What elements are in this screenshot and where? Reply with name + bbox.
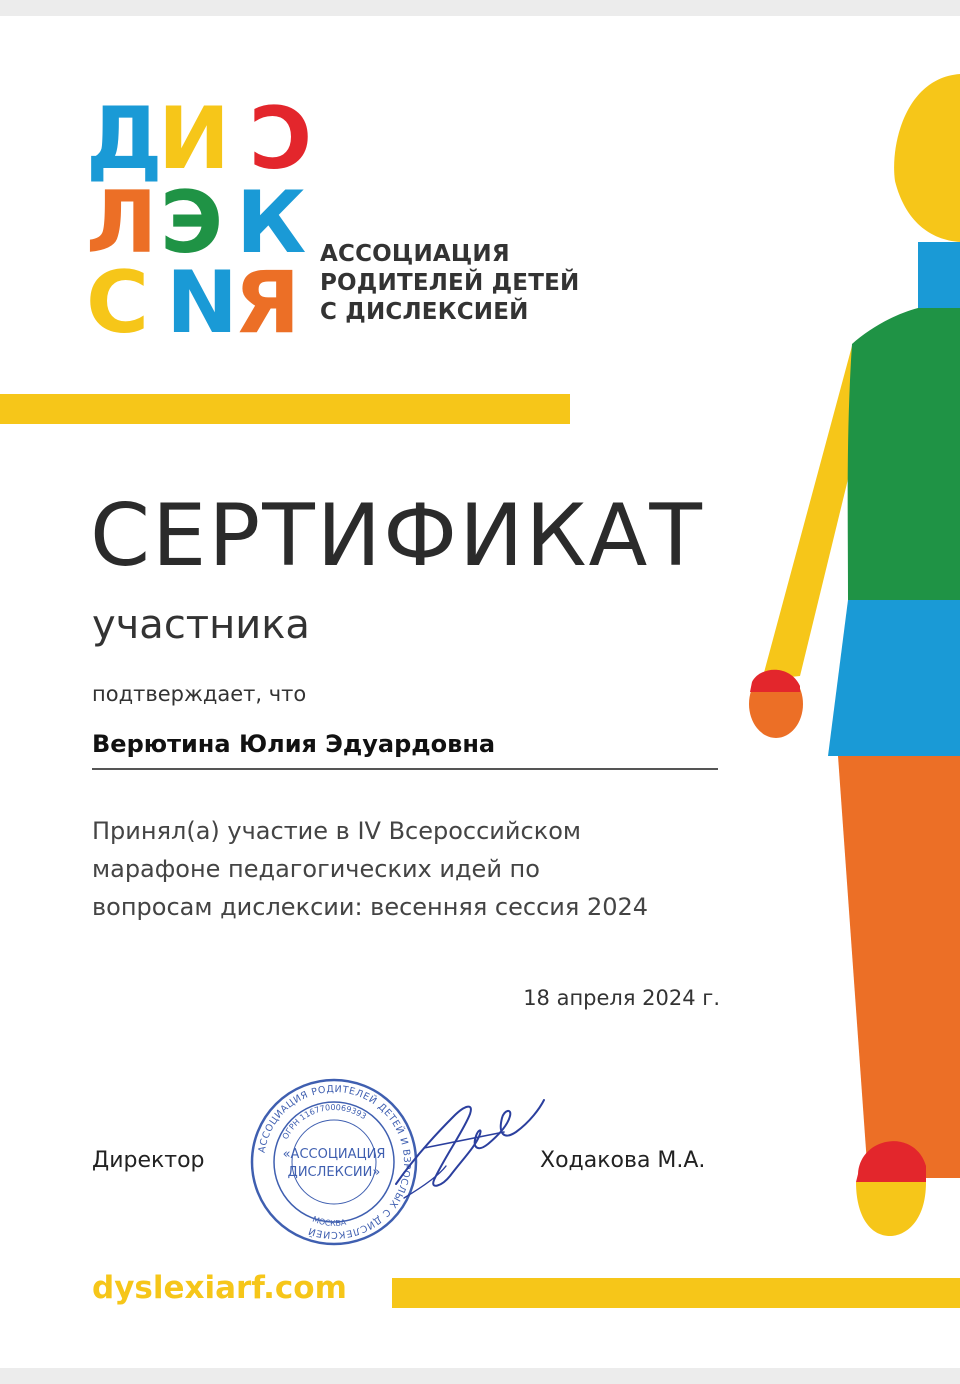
svg-text:МОСКВА <box>311 1215 347 1228</box>
association-name <box>320 240 579 327</box>
figure-head <box>894 74 960 242</box>
figure-neck <box>918 242 960 308</box>
logo-letter: И <box>158 100 230 189</box>
certificate-subtitle: участника <box>92 602 310 648</box>
bottom-yellow-stripe <box>392 1278 960 1308</box>
logo-letter: С <box>248 100 312 189</box>
recipient-field <box>92 730 718 770</box>
logo-letter: Л <box>86 173 158 273</box>
description-line: марафоне педагогических идей по <box>92 855 540 883</box>
certificate-page <box>0 16 960 1368</box>
signer-role: Директор <box>92 1148 205 1173</box>
logo-letter: К <box>236 173 307 273</box>
figure-leg <box>838 756 960 1178</box>
top-yellow-stripe <box>0 394 570 424</box>
description-line: Принял(а) участие в IV Всероссийском <box>92 817 581 845</box>
figure-torso <box>848 308 960 600</box>
svg-text:ОГРН 1167700069393 <box>281 1103 368 1141</box>
figure-skirt <box>828 600 960 756</box>
stamp-ogrn: ОГРН 1167700069393 <box>280 1102 368 1141</box>
signer-name: Ходакова М.А. <box>540 1148 706 1173</box>
association-line: РОДИТЕЛЕЙ ДЕТЕЙ <box>320 270 580 296</box>
certificate-title: СЕРТИФИКАТ <box>90 486 704 586</box>
logo-letter: Я <box>234 253 301 336</box>
issue-date: 18 апреля 2024 г. <box>523 986 720 1010</box>
stamp-city: МОСКВА <box>311 1214 347 1229</box>
website-link[interactable]: dyslexiarf.com <box>92 1270 347 1306</box>
stamp-center-line: «АССОЦИАЦИЯ <box>282 1147 386 1162</box>
stamp-center-line: ДИСЛЕКСИИ» <box>287 1165 381 1180</box>
recipient-name: Верютина Юлия Эдуардовна <box>92 730 496 758</box>
stamp-outer-text: АССОЦИАЦИЯ РОДИТЕЛЕЙ ДЕТЕЙ И ВЗРОСЛЫХ С ДИСЛЕКСИЕЙ <box>256 1083 413 1241</box>
logo-letter: С <box>86 253 150 336</box>
confirms-text: подтверждает, что <box>92 682 307 706</box>
association-line: АССОЦИАЦИЯ <box>320 241 510 267</box>
logo-letter: Э <box>160 173 224 273</box>
association-line: С ДИСЛЕКСИЕЙ <box>320 299 529 325</box>
description-line: вопросам дислексии: весенняя сессия 2024 <box>92 893 649 921</box>
participation-description <box>92 812 732 926</box>
logo-letter: Д <box>86 100 163 189</box>
logo-letter: И <box>166 253 238 336</box>
handwritten-signature <box>384 1088 554 1206</box>
dyslexia-logo <box>86 100 316 336</box>
figure-foot <box>856 1182 926 1236</box>
